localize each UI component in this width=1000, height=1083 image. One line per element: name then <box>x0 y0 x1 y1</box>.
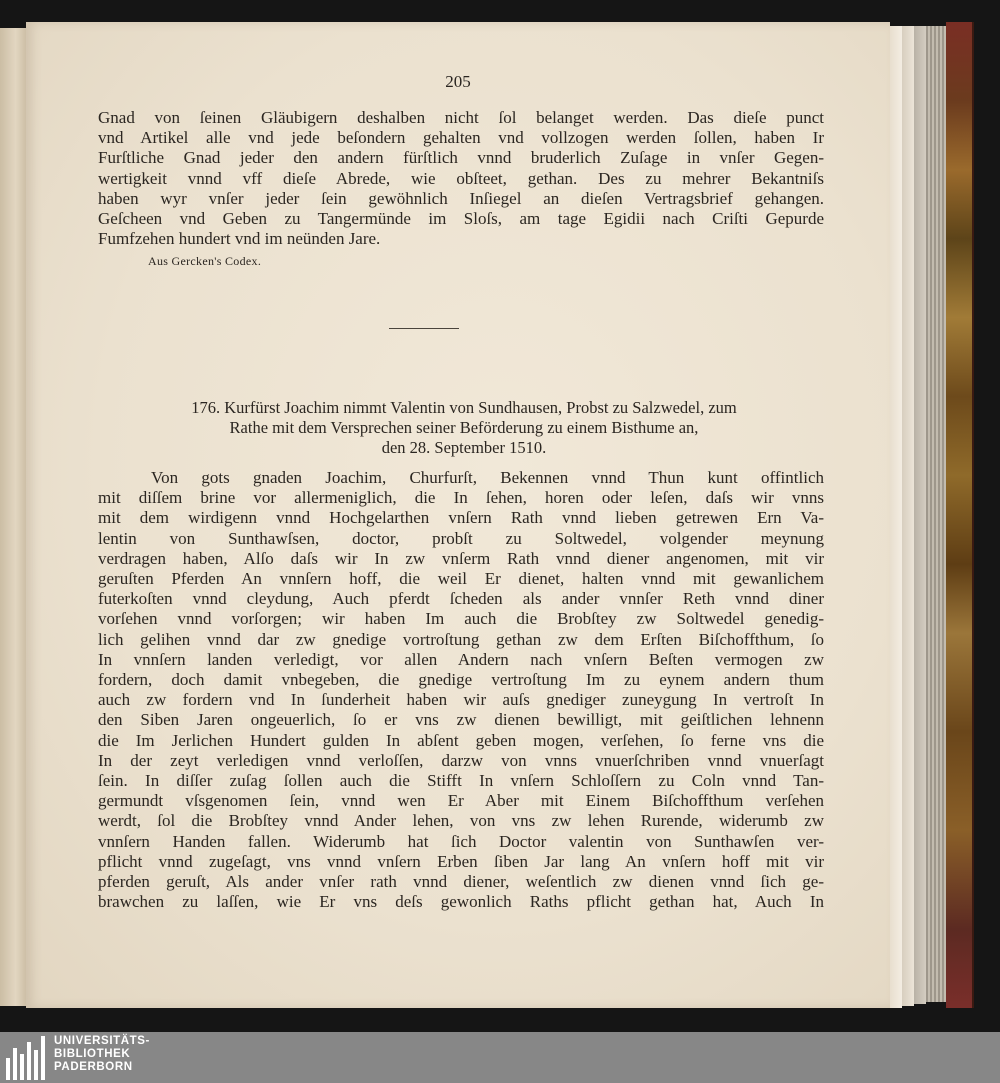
text-line: fordern, doch damit vnbegeben, die gnedige vertroſtung Im zu eynem andern thum <box>98 670 824 690</box>
text-line: ſein. In diſſer zuſag ſollen auch die Stifft In vnſern Schloſſern zu Coln vnnd Tan- <box>98 771 824 791</box>
library-logo-icon <box>6 1036 48 1080</box>
text-line: brawchen zu laſſen, wie Er vns deſs gewonlich Raths pflicht gethan hat, Auch In <box>98 892 824 912</box>
text-line: Gnad von ſeinen Gläubigern deshalben nicht ſol belanget werden. Das dieſe punct <box>98 108 824 127</box>
logo-line: BIBLIOTHEK <box>54 1048 131 1060</box>
text-line: haben wyr vnſer jeder ſein gewöhnlich Inſiegel an dieſen Vertragsbrief gehangen. <box>98 188 824 208</box>
heading-line: 176. Kurfürst Joachim nimmt Valentin von Sundhausen, Probst zu Salzwedel, zum <box>191 398 737 417</box>
text-line: vnnſern Handen fallen. Widerumb hat ſich Doctor valentin von Sunthawſen ver- <box>98 831 824 851</box>
text-line: geruſten Pferden An vnnſern hoff, die weil Er dienet, halten vnnd mit gewanlichem <box>98 569 824 589</box>
text-block-previous-document <box>98 108 824 249</box>
heading-line: Rathe mit dem Versprechen seiner Beförderung zu einem Bisthume an, <box>229 418 699 437</box>
source-note: Aus Gercken's Codex. <box>148 254 262 268</box>
logo-line: UNIVERSITÄTS- <box>54 1035 150 1047</box>
text-line: Von gots gnaden Joachim, Churfurſt, Bekennen vnnd Thun kunt offintlich <box>151 468 824 487</box>
logo-line: PADERBORN <box>54 1061 133 1073</box>
library-logo-text <box>54 1035 150 1074</box>
page-number: 205 <box>445 72 471 91</box>
text-line: den Siben Jaren ongeuerlich, ſo er vns zw dienen bewilligt, mit geiſtlichen lehnenn <box>98 710 824 730</box>
text-line: pferden geruſt, Als ander vnſer rath vnnd diener, weſentlich zw dienen vnnd ſich ge- <box>98 872 824 892</box>
text-line: In der zeyt verledigen vnnd verloſſen, darzw von vnns vnuerſchriben vnnd vnuerſagt <box>98 750 824 770</box>
section-divider <box>389 328 459 329</box>
document-heading <box>114 398 814 458</box>
text-line: vnd Artikel alle vnd jede beſondern gehalten vnd vollzogen werden ſollen, haben Ir <box>98 128 824 148</box>
adjacent-page-edge <box>0 28 26 1006</box>
text-line: die Im Jerlichen Hundert gulden In abſent geben mogen, verſehen, ſo ferne vns die <box>98 730 824 750</box>
text-line: vorſehen vnnd vorſorgen; wir haben Im auch die Brobſtey zw Soltwedel genedig- <box>98 609 824 629</box>
text-line: verdragen haben, Alſo daſs wir In zw vnſerm Rath vnnd diener angenomen, mit vir <box>98 548 824 568</box>
text-line: Furſtliche Gnad jeder den andern fürſtlich vnnd bruderlich Zuſage in vnſer Gegen- <box>98 148 824 168</box>
text-line: auch zw fordern vnd In ſunderheit haben wir auſs gnediger zuneygung In vertroſt In <box>98 690 824 710</box>
heading-line: den 28. September 1510. <box>381 438 547 457</box>
page-stack-edge <box>914 26 926 1004</box>
text-line: Fumfzehen hundert vnd im neünden Jare. <box>98 229 381 249</box>
text-line: mit diſſem brine vor allermeniglich, die In ſehen, horen oder leſen, daſs wir vnns <box>98 488 824 508</box>
text-block-document-176 <box>98 468 824 912</box>
text-line: werdt, ſol die Brobſtey vnnd Ander lehen, von vns zw lehen Rurende, widerumb zw <box>98 811 824 831</box>
book-cover-spine <box>946 22 974 1008</box>
text-line: In vnnſern landen verledigt, vor allen Andern nach vnſern Beſten vermogen zw <box>98 649 824 669</box>
library-footer-bar <box>0 1032 1000 1083</box>
text-line: wertigkeit vnnd vff dieſe Abrede, wie obſteet, gethan. Des zu mehrer Bekantniſs <box>98 168 824 188</box>
text-line: lich gelihen vnnd dar zw gnedige vortroſtung gethan zw dem Erſten Biſchoffthum, ſo <box>98 629 824 649</box>
text-line: germundt vſsgenomen ſein, vnnd wen Er Aber mit Einem Biſchoffthum verſehen <box>98 791 824 811</box>
page-stack-edge <box>888 26 902 1008</box>
text-line: pflicht vnnd zugeſagt, vns vnnd vnſern Erben ſiben Jar lang An vnſern hoff mit vir <box>98 851 824 871</box>
book-page <box>26 22 890 1008</box>
text-line: lentin von Sunthawſsen, doctor, probſt zu Soltwedel, volgender meynung <box>98 528 824 548</box>
text-line: mit dem wirdigenn vnnd Hochgelarthen vnſern Rath vnnd lieben getrewen Ern Va- <box>98 508 824 528</box>
page-stack-edge <box>926 26 948 1002</box>
text-line: futerkoſten vnnd cleydung, Auch pferdt ſcheden als ander vnnſer Reth vnnd diner <box>98 589 824 609</box>
text-line: Geſcheen vnd Geben zu Tangermünde im Sloſs, am tage Egidii nach Criſti Gepurde <box>98 209 824 229</box>
page-stack-edge <box>902 26 914 1006</box>
